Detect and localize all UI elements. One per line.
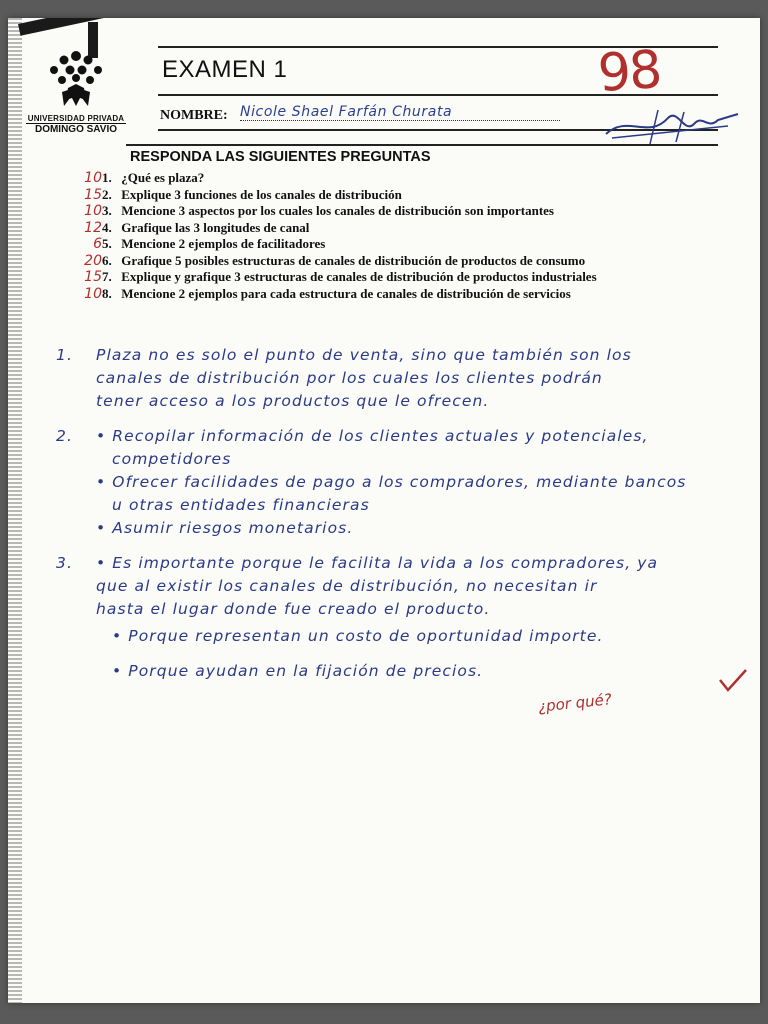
question-score: 10 xyxy=(84,203,102,219)
question-text: Mencione 3 aspectos por los cuales los canales de distribución son importantes xyxy=(121,203,554,218)
question-item xyxy=(72,236,712,253)
answer-line xyxy=(56,552,756,575)
university-logo-icon xyxy=(40,48,112,114)
question-score: 10 xyxy=(84,170,102,186)
corner-mark xyxy=(18,18,148,36)
question-number: 4. xyxy=(102,219,112,235)
answer-line: que al existir los canales de distribución, no necesitan ir xyxy=(96,577,598,595)
answer-line: canales de distribución por los cuales los clientes podrán xyxy=(96,369,603,387)
question-text: Grafique las 3 longitudes de canal xyxy=(121,219,310,235)
answer-line xyxy=(56,425,756,448)
answer-line: competidores xyxy=(112,450,232,468)
logo-text-name: DOMINGO SAVIO xyxy=(26,123,126,135)
answer-line: u otras entidades financieras xyxy=(112,496,370,514)
question-text: ¿Qué es plaza? xyxy=(121,170,205,185)
answer-text: • Porque representan un costo de oportunidad importe. xyxy=(112,627,604,645)
answer-text: • Recopilar información de los clientes actuales y potenciales, xyxy=(96,427,649,445)
question-number: 7. xyxy=(102,269,112,284)
student-name: Nicole Shael Farfán Churata xyxy=(240,104,560,121)
answer-line xyxy=(56,625,756,648)
question-number: 8. xyxy=(102,285,112,301)
question-text: Explique 3 funciones de los canales de distribución xyxy=(121,186,402,202)
question-number: 6. xyxy=(102,252,112,268)
answer-line: • Porque ayudan en la fijación de precios. xyxy=(112,662,484,680)
question-score: 15 xyxy=(84,186,102,203)
grade-mark: 98 xyxy=(595,39,663,105)
answer-line xyxy=(56,344,756,367)
question-number: 5. xyxy=(102,236,112,251)
question-item xyxy=(72,170,712,187)
question-score: 20 xyxy=(84,252,102,269)
question-score: 15 xyxy=(84,269,102,285)
question-score: 6 xyxy=(93,236,102,252)
name-label: NOMBRE: xyxy=(160,108,228,123)
answer-line: • Ofrecer facilidades de pago a los compradores, mediante bancos xyxy=(96,473,687,491)
question-score: 12 xyxy=(84,219,102,236)
question-item xyxy=(72,286,712,303)
question-text: Mencione 2 ejemplos de facilitadores xyxy=(121,236,326,251)
question-text: Explique y grafique 3 estructuras de canales de distribución de productos industriales xyxy=(121,269,597,284)
answer-line: hasta el lugar donde fue creado el producto. xyxy=(96,600,491,618)
question-item xyxy=(72,220,712,237)
answer-number: 1. xyxy=(56,346,73,364)
answer-line: tener acceso a los productos que le ofrecen. xyxy=(96,392,490,410)
question-item xyxy=(72,187,712,204)
answer-line: • Asumir riesgos monetarios. xyxy=(96,519,354,537)
answer-text: • Es importante porque le facilita la vida a los compradores, ya xyxy=(96,554,659,572)
exam-title: EXAMEN 1 xyxy=(162,56,288,83)
answer-text: Plaza no es solo el punto de venta, sino que también son los xyxy=(96,346,632,364)
logo-text-university: UNIVERSIDAD PRIVADA xyxy=(27,114,125,123)
binding-edge xyxy=(8,18,22,1003)
question-number: 3. xyxy=(102,203,112,218)
question-number: 1. xyxy=(102,170,112,185)
university-logo xyxy=(26,48,126,135)
question-score: 10 xyxy=(84,285,102,302)
answers-section xyxy=(56,344,756,683)
checkmark-icon xyxy=(716,666,750,694)
question-number: 2. xyxy=(102,186,112,202)
teacher-correction: ¿por qué? xyxy=(537,690,613,716)
question-list xyxy=(72,170,712,302)
question-item xyxy=(72,269,712,286)
question-text: Mencione 2 ejemplos para cada estructura de canales de distribución de servicios xyxy=(121,285,571,301)
question-item xyxy=(72,203,712,220)
exam-sheet xyxy=(8,18,760,1003)
answer-number: 3. xyxy=(56,554,73,572)
instructions-heading: RESPONDA LAS SIGUIENTES PREGUNTAS xyxy=(130,149,431,165)
signature-scribble xyxy=(598,104,748,148)
answer-number: 2. xyxy=(56,427,73,445)
question-text: Grafique 5 posibles estructuras de canales de distribución de productos de consumo xyxy=(121,252,586,268)
question-item xyxy=(72,253,712,270)
